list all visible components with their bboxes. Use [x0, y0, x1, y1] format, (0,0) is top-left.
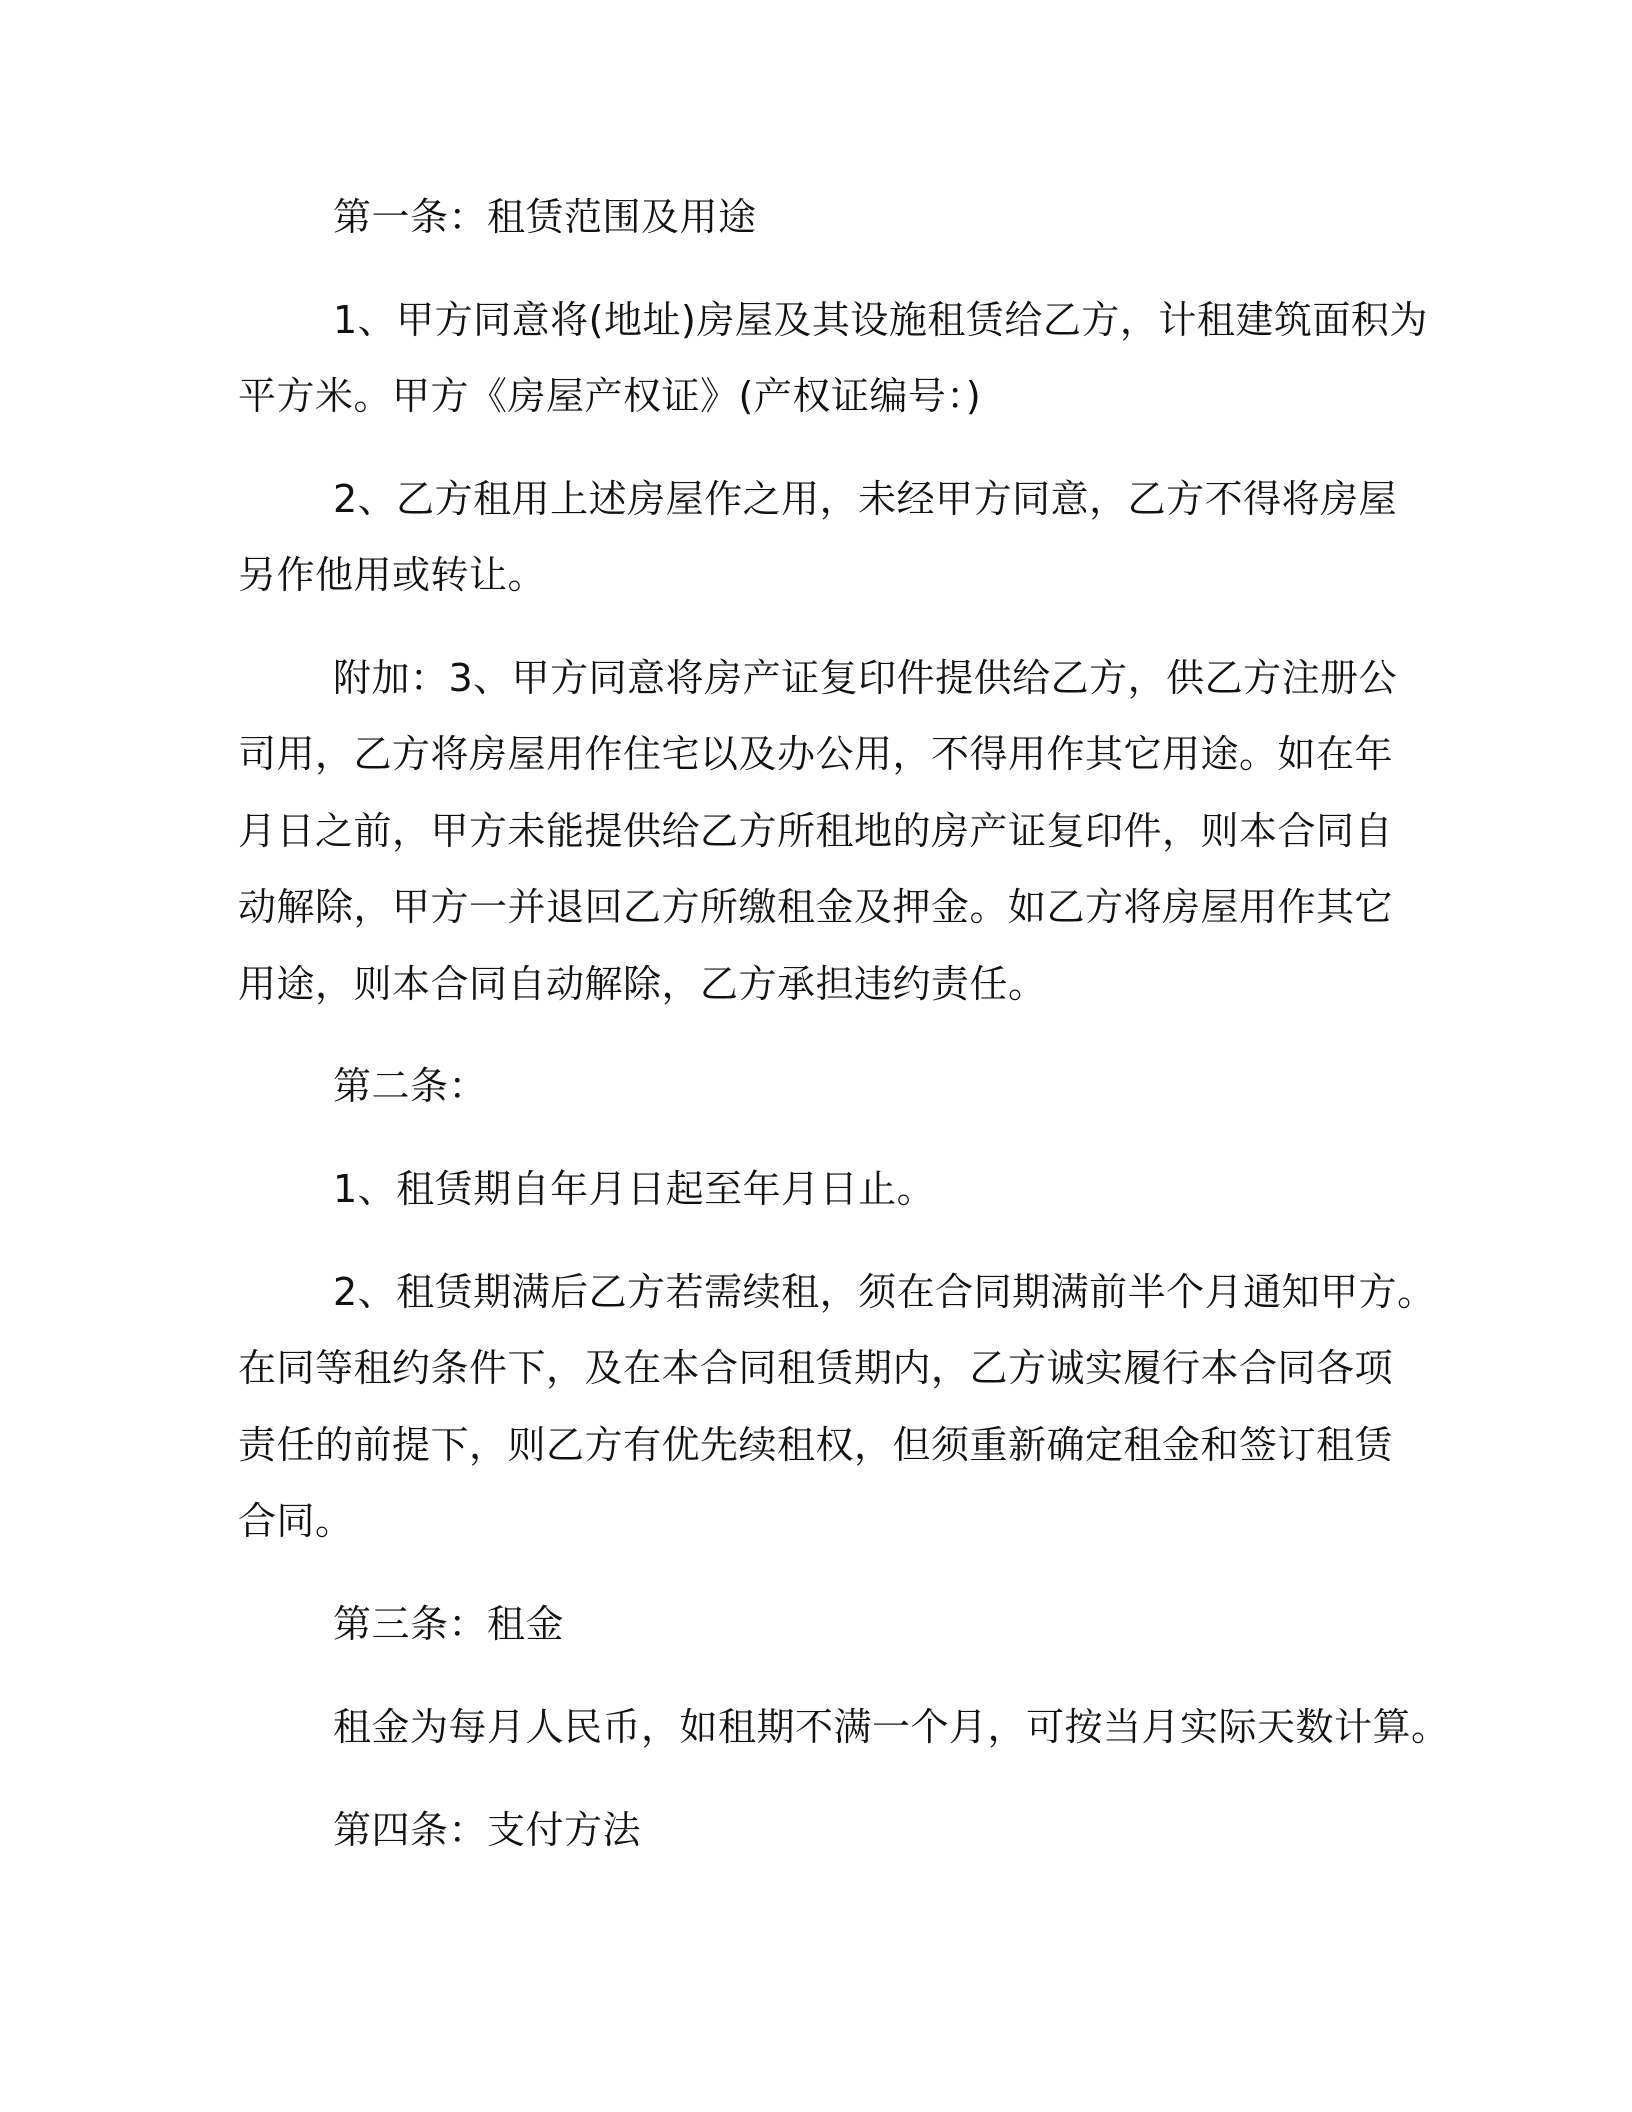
- clause-2-1: 1、租赁期自年月日起至年月日止。: [333, 1167, 936, 1211]
- clause-2-2-line-4: 合同。: [238, 1499, 354, 1543]
- clause-2-2-line-3: 责任的前提下，则乙方有优先续租权，但须重新确定租金和签订租赁: [238, 1423, 1394, 1467]
- addendum-line-5: 用途，则本合同自动解除，乙方承担违约责任。: [238, 962, 1047, 1006]
- addendum-line-3: 月日之前，甲方未能提供给乙方所租地的房产证复印件，则本合同自: [238, 809, 1394, 853]
- clause-1-1-line-2: 平方米。甲方《房屋产权证》(产权证编号：): [238, 374, 982, 418]
- clause-2-2-line-1: 2、租赁期满后乙方若需续租，须在合同期满前半个月通知甲方。: [333, 1270, 1436, 1314]
- article-3-heading: 第三条：租金: [333, 1602, 565, 1646]
- article-4-heading: 第四条：支付方法: [333, 1808, 642, 1852]
- addendum-line-4: 动解除，甲方一并退回乙方所缴租金及押金。如乙方将房屋用作其它: [238, 885, 1394, 929]
- clause-1-1-line-1: 1、甲方同意将(地址)房屋及其设施租赁给乙方，计租建筑面积为: [333, 298, 1428, 342]
- clause-2-2-line-2: 在同等租约条件下，及在本合同租赁期内，乙方诚实履行本合同各项: [238, 1346, 1394, 1390]
- addendum-line-1: 附加：3、甲方同意将房产证复印件提供给乙方，供乙方注册公: [333, 656, 1398, 700]
- addendum-line-2: 司用，乙方将房屋用作住宅以及办公用，不得用作其它用途。如在年: [238, 732, 1394, 776]
- article-1-heading: 第一条：租赁范围及用途: [333, 195, 757, 239]
- article-3-text: 租金为每月人民币，如租期不满一个月，可按当月实际天数计算。: [333, 1705, 1450, 1749]
- article-2-heading: 第二条：: [333, 1064, 488, 1108]
- clause-1-2-line-1: 2、乙方租用上述房屋作之用，未经甲方同意，乙方不得将房屋: [333, 477, 1398, 521]
- clause-1-2-line-2: 另作他用或转让。: [238, 553, 547, 597]
